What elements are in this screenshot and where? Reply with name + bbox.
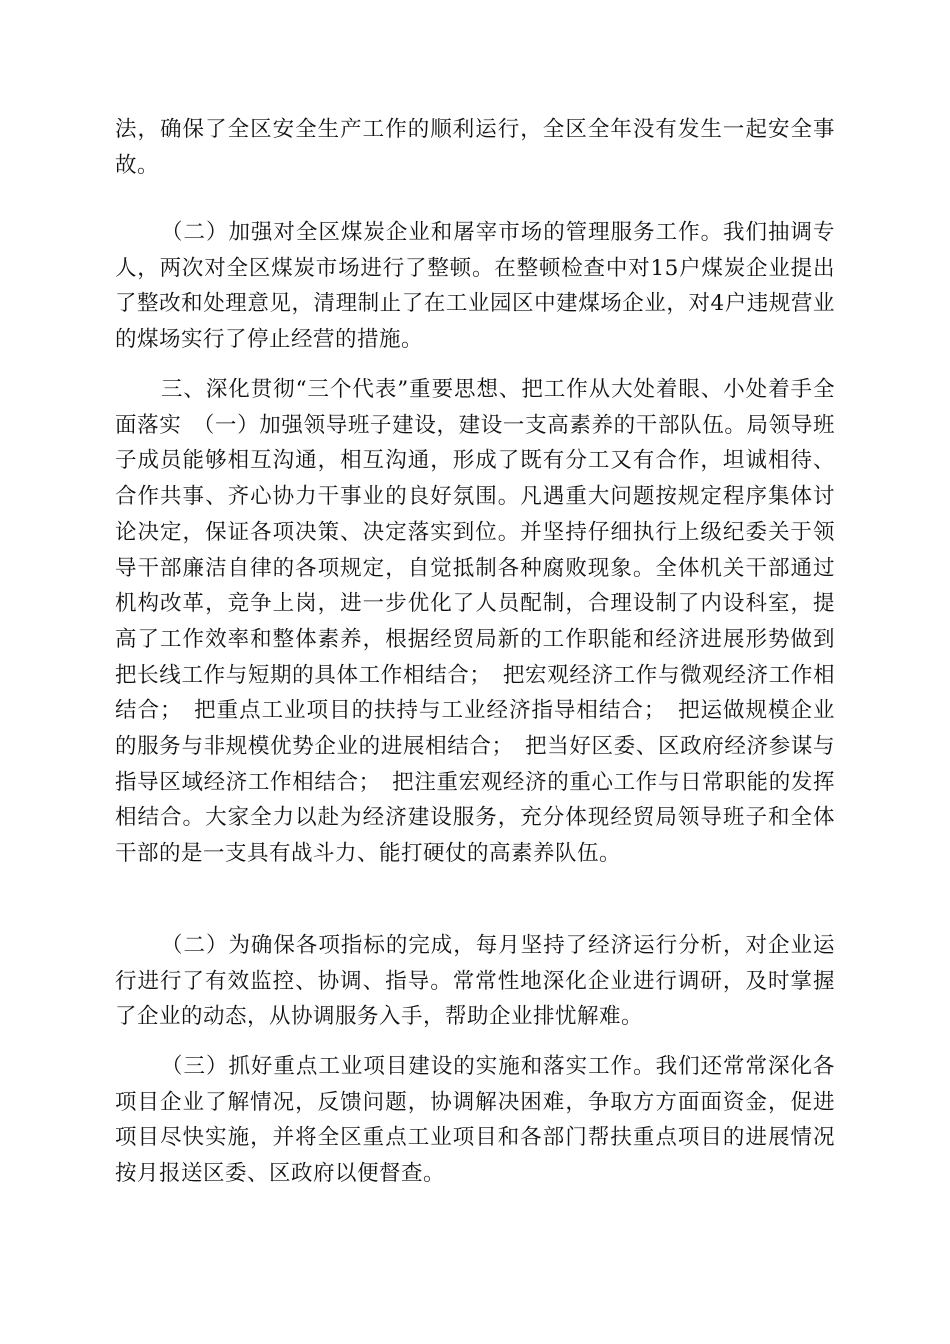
paragraph-coal-market: （二）加强对全区煤炭企业和屠宰市场的管理服务工作。我们抽调专人，两次对全区煤炭市场进行了整顿。在整顿检查中对15户煤炭企业提出了整改和处理意见，清理制止了在工业园区中建煤场企业，对4户违规营业的煤场实行了停止经营的措施。: [115, 220, 835, 353]
paragraph-economic-analysis: （二）为确保各项指标的完成，每月坚持了经济运行分析，对企业运行进行了有效监控、协调、指导。常常性地深化企业进行调研，及时掌握了企业的动态，从协调服务入手，帮助企业排忧解难。: [115, 933, 835, 1030]
paragraph-section-three: 三、深化贯彻“三个代表”重要思想、把工作从大处着眼、小处着手全面落实 （一）加强领导班子建设，建设一支高素养的干部队伍。局领导班子成员能够相互沟通，相互沟通，形成了既有分工又有合作，坦诚相待、合作共事、齐心协力干事业的良好氛围。凡遇重大问题按规定程序集体讨论决定，保证各项决策、决定落实到位。并坚持仔细执行上级纪委关于领导干部廉洁自律的各项规定，自觉抵制各种腐败现象。全体机关干部通过机构改革，竞争上岗，进一步优化了人员配制，合理设制了内设科室，提高了工作效率和整体素养，根据经贸局新的工作职能和经济进展形势做到把长线工作与短期的具体工作相结合； 把宏观经济工作与微观经济工作相结合； 把重点工业项目的扶持与工业经济指导相结合； 把运做规模企业的服务与非规模优势企业的进展相结合； 把当好区委、区政府经济参谋与指导区域经济工作相结合； 把注重宏观经济的重心工作与日常职能的发挥相结合。大家全力以赴为经济建设服务，充分体现经贸局领导班子和全体干部的是一支具有战斗力、能打硬仗的高素养队伍。: [115, 377, 835, 867]
paragraph-key-projects: （三）抓好重点工业项目建设的实施和落实工作。我们还常常深化各项目企业了解情况，反馈问题，协调解决困难，争取方方面面资金，促进项目尽快实施，并将全区重点工业项目和各部门帮扶重点项目的进展情况按月报送区委、区政府以便督查。: [115, 1054, 835, 1187]
paragraph-safety-conclusion: 法，确保了全区安全生产工作的顺利运行，全区全年没有发生一起安全事故。: [115, 117, 835, 178]
